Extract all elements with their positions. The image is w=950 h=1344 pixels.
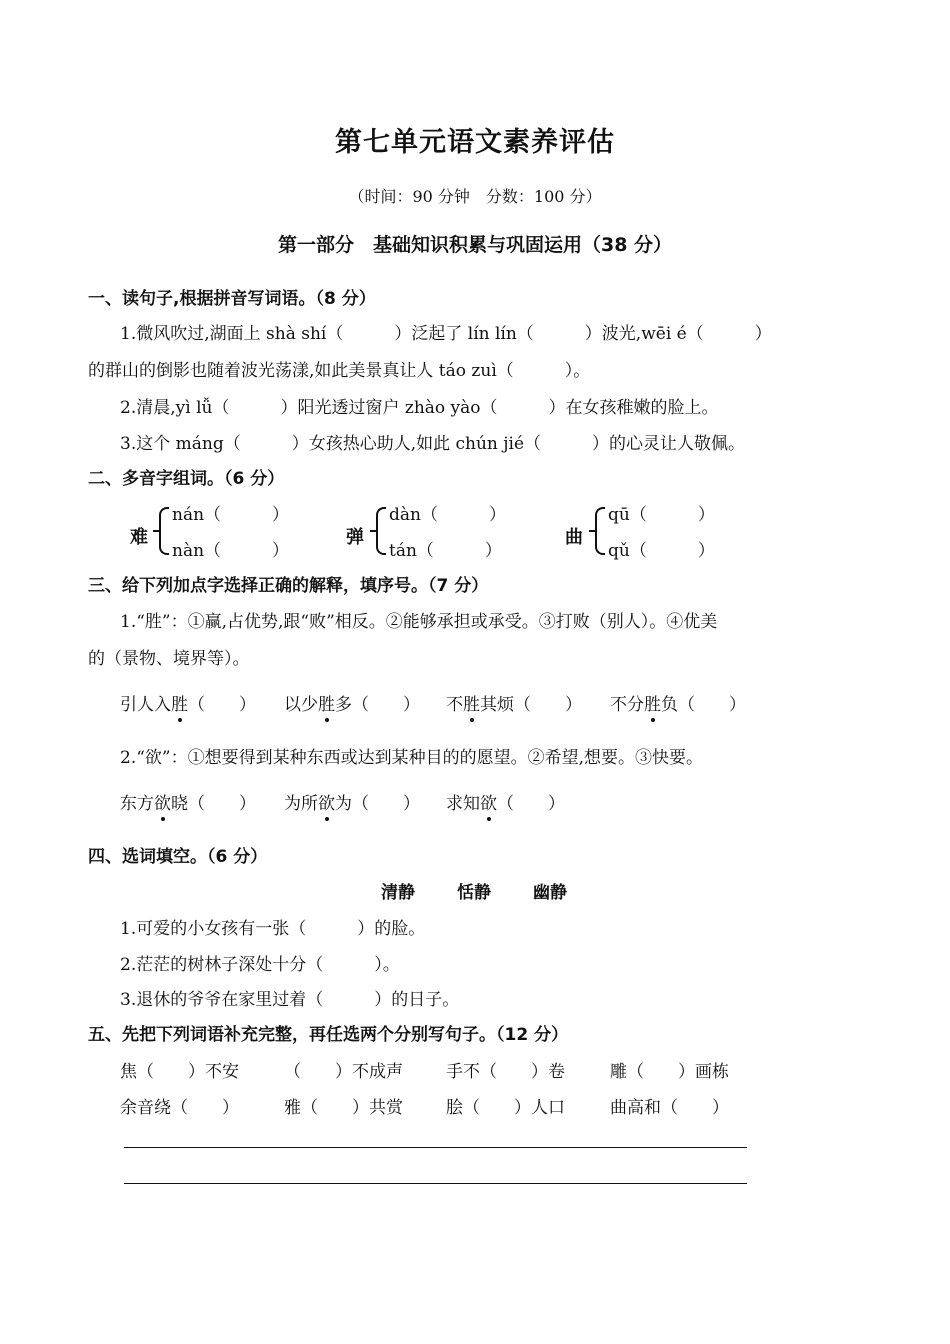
s3-q1-item: 不分胜负（ ） [610, 695, 746, 715]
word-option: 恬静 [457, 883, 491, 903]
idiom-item: （ ）不成声 [284, 1062, 403, 1082]
s3-q2-item: 为所欲为（ ） [284, 794, 420, 814]
exam-info: （时间：90 分钟 分数：100 分） [348, 187, 602, 206]
reading-top: nán（ ） [172, 505, 290, 525]
idiom-item: 焦（ ）不安 [120, 1062, 239, 1082]
brace [595, 507, 605, 555]
polyphone-char: 难 [130, 527, 148, 548]
s3-q1-definitions: 1.“胜”：①赢,占优势,跟“败”相反。②能够承担或承受。③打败（别人）。④优美 [120, 612, 718, 632]
dotted-char: 欲 [318, 794, 335, 814]
reading-top: dàn（ ） [389, 505, 506, 525]
dotted-char: 欲 [480, 794, 497, 814]
s3-q1-definitions-cont: 的（景物、境界等）。 [88, 649, 250, 669]
s1-line-4: 3.这个 máng（ ）女孩热心助人,如此 chún jié（ ）的心灵让人敬佩。 [120, 434, 746, 454]
dotted-char: 胜 [463, 695, 480, 715]
s3-q1-item: 引人入胜（ ） [120, 695, 256, 715]
s3-q2-item: 东方欲晓（ ） [120, 794, 256, 814]
dotted-char: 胜 [318, 695, 335, 715]
s4-line-1: 1.可爱的小女孩有一张（ ）的脸。 [120, 919, 426, 939]
s3-q2-definitions: 2.“欲”：①想要得到某种东西或达到某种目的的愿望。②希望,想要。③快要。 [120, 748, 704, 768]
page-title: 第七单元语文素养评估 [335, 127, 615, 158]
idiom-item: 脍（ ）人口 [446, 1098, 565, 1118]
polyphone-char: 弹 [346, 527, 364, 548]
answer-line[interactable] [124, 1147, 747, 1148]
brace [159, 507, 169, 555]
idiom-item: 曲高和（ ） [610, 1098, 729, 1118]
reading-top: qū（ ） [608, 505, 715, 525]
brace [376, 507, 386, 555]
idiom-item: 余音绕（ ） [120, 1098, 239, 1118]
part-heading: 第一部分 基础知识积累与巩固运用（38 分） [277, 234, 673, 256]
reading-bottom: tán（ ） [389, 541, 502, 561]
idiom-item: 雕（ ）画栋 [610, 1062, 729, 1082]
s3-q1-item: 以少胜多（ ） [284, 695, 420, 715]
section-3-heading: 三、给下列加点字选择正确的解释，填序号。（7 分） [88, 576, 489, 596]
s4-line-3: 3.退休的爷爷在家里过着（ ）的日子。 [120, 990, 460, 1010]
s4-line-2: 2.茫茫的树林子深处十分（ ）。 [120, 955, 400, 975]
section-4-heading: 四、选词填空。（6 分） [88, 847, 268, 867]
answer-line[interactable] [124, 1183, 747, 1184]
dotted-char: 欲 [154, 794, 171, 814]
s1-line-1: 1.微风吹过,湖面上 shà shí（ ）泛起了 lín lín（ ）波光,wēi é（ ） [120, 324, 772, 344]
reading-bottom: qǔ（ ） [608, 541, 715, 561]
s1-line-3: 2.清晨,yì lǚ（ ）阳光透过窗户 zhào yào（ ）在女孩稚嫩的脸上。 [120, 398, 719, 418]
idiom-item: 手不（ ）卷 [446, 1062, 565, 1082]
section-1-heading: 一、读句子,根据拼音写词语。（8 分） [88, 289, 376, 309]
polyphone-char: 曲 [565, 527, 583, 548]
s3-q1-item: 不胜其烦（ ） [446, 695, 582, 715]
word-option: 清静 [381, 883, 415, 903]
s1-line-2: 的群山的倒影也随着波光荡漾,如此美景真让人 táo zuì（ ）。 [88, 361, 591, 381]
word-option: 幽静 [533, 883, 567, 903]
dotted-char: 胜 [171, 695, 188, 715]
s3-q2-item: 求知欲（ ） [446, 794, 565, 814]
dotted-char: 胜 [644, 695, 661, 715]
reading-bottom: nàn（ ） [172, 541, 290, 561]
section-5-heading: 五、先把下列词语补充完整，再任选两个分别写句子。（12 分） [88, 1025, 569, 1045]
idiom-item: 雅（ ）共赏 [284, 1098, 403, 1118]
section-2-heading: 二、多音字组词。（6 分） [88, 469, 285, 489]
